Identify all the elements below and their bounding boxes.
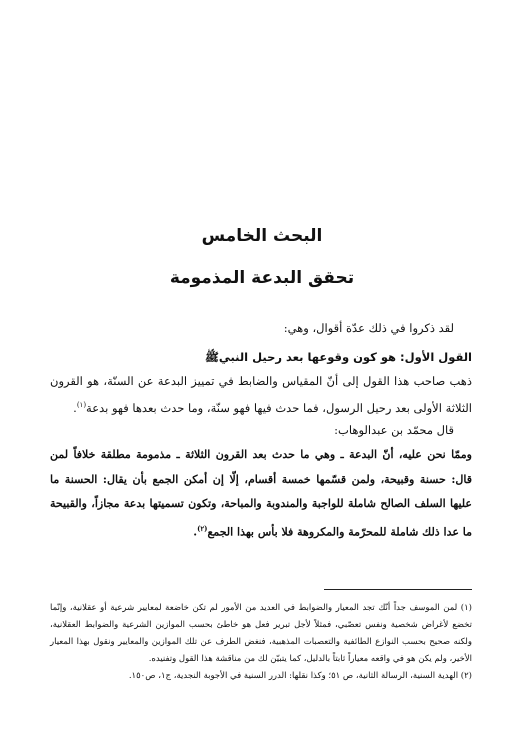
quote-text: وممّا نحن عليه، أنّ البدعة ـ وهي ما حدث بعد القرون الثلاثة ـ مذمومة مطلقة خلافاً لمن قال: حسنة وقبيحة، ولمن قسّمها خمسة أقسام، إلّا إن أمكن الجمع بأن يقال: الحسنة ما عليها السلف الصالح شاملة للواجبة والمندوبة والمباحة، وتكون تسميتها بدعة مجازاً، والقبيحة ما عدا ذلك شاملة للمحرّمة والمكروهة فلا بأس بهذا الجمع	[50, 448, 472, 539]
quote-block: وممّا نحن عليه، أنّ البدعة ـ وهي ما حدث بعد القرون الثلاثة ـ مذمومة مطلقة خلافاً لمن قال: حسنة وقبيحة، ولمن قسّمها خمسة أقسام، إلّا إن أمكن الجمع بأن يقال: الحسنة ما عليها السلف الصالح شاملة للواجبة والمندوبة والمباحة، وتكون تسميتها بدعة مجازاً، والقبيحة ما عدا ذلك شاملة للمحرّمة والمكروهة فلا بأس بهذا الجمع$^{(٢)}$.	[50, 448, 472, 539]
first-opinion-label: القول الأول:	[400, 350, 472, 364]
footnote-ref-2[interactable]: (٢)	[197, 523, 208, 533]
footnote-divider	[324, 589, 472, 590]
main-title: تحقق البدعة المذمومة	[169, 268, 355, 288]
footnote-ref-1[interactable]: (١)	[76, 401, 87, 409]
intro-text: لقد ذكروا في ذلك عدّة أقوال، وهي:	[283, 321, 454, 335]
footnote-2: (٢) الهدية السنية، الرسالة الثانية، ص ٥١؛ وكذا نقلها: الدرر السنية في الأجوبة النجدية، ج١، ص١٥٠.	[128, 671, 472, 681]
honorific-icon: ﷺ	[204, 350, 219, 364]
footnotes	[50, 600, 472, 685]
paragraph-1: ذهب صاحب هذا القول إلى أنّ المقياس والضابط في تمييز البدعة عن السنّة، هو القرون الثلاثة الأولى بعد رحيل الرسول، فما حدث فيها فهو سنّة، وما حدث بعدها فهو بدعة$^{(١)}$.	[50, 374, 472, 415]
section-title: البحث الخامس	[201, 226, 323, 246]
paragraph-1-text: ذهب صاحب هذا القول إلى أنّ المقياس والضابط في تمييز البدعة عن السنّة، هو القرون الثلاثة الأولى بعد رحيل الرسول، فما حدث فيها فهو سنّة، وما حدث بعدها فهو بدعة	[50, 374, 472, 415]
first-opinion-heading	[50, 345, 472, 369]
footnote-1: (١) لمن الموسف جداً أنّك تجد المعيار والضوابط في العديد من الأمور لم تكن خاضعة لمعايير شرعية أو عقلانية، وإنّما تخضع لأغراض شخصية ونفس تعصّبي، فمثلاً لأجل تبرير فعل هو خاطئ بحسب الموازين الشرعية والضوابط العقلانية، ولكنه صحيح بحسب النوازع الطائفية والتعصبات المذهبية، فنغض الطرف عن تلك الموازين والمعايير ونقول بهذا المعيار الأخير، ولم يكن هو في واقعه معياراً ثابتاً بالدليل، كما يتبيّن لك من مناقشة هذا القول وتفنيده.	[50, 603, 472, 664]
first-opinion-text: هو كون وقوعها بعد رحيل النبي	[218, 350, 397, 364]
paragraph-2: قال محمّد بن عبدالوهاب:	[334, 423, 454, 437]
